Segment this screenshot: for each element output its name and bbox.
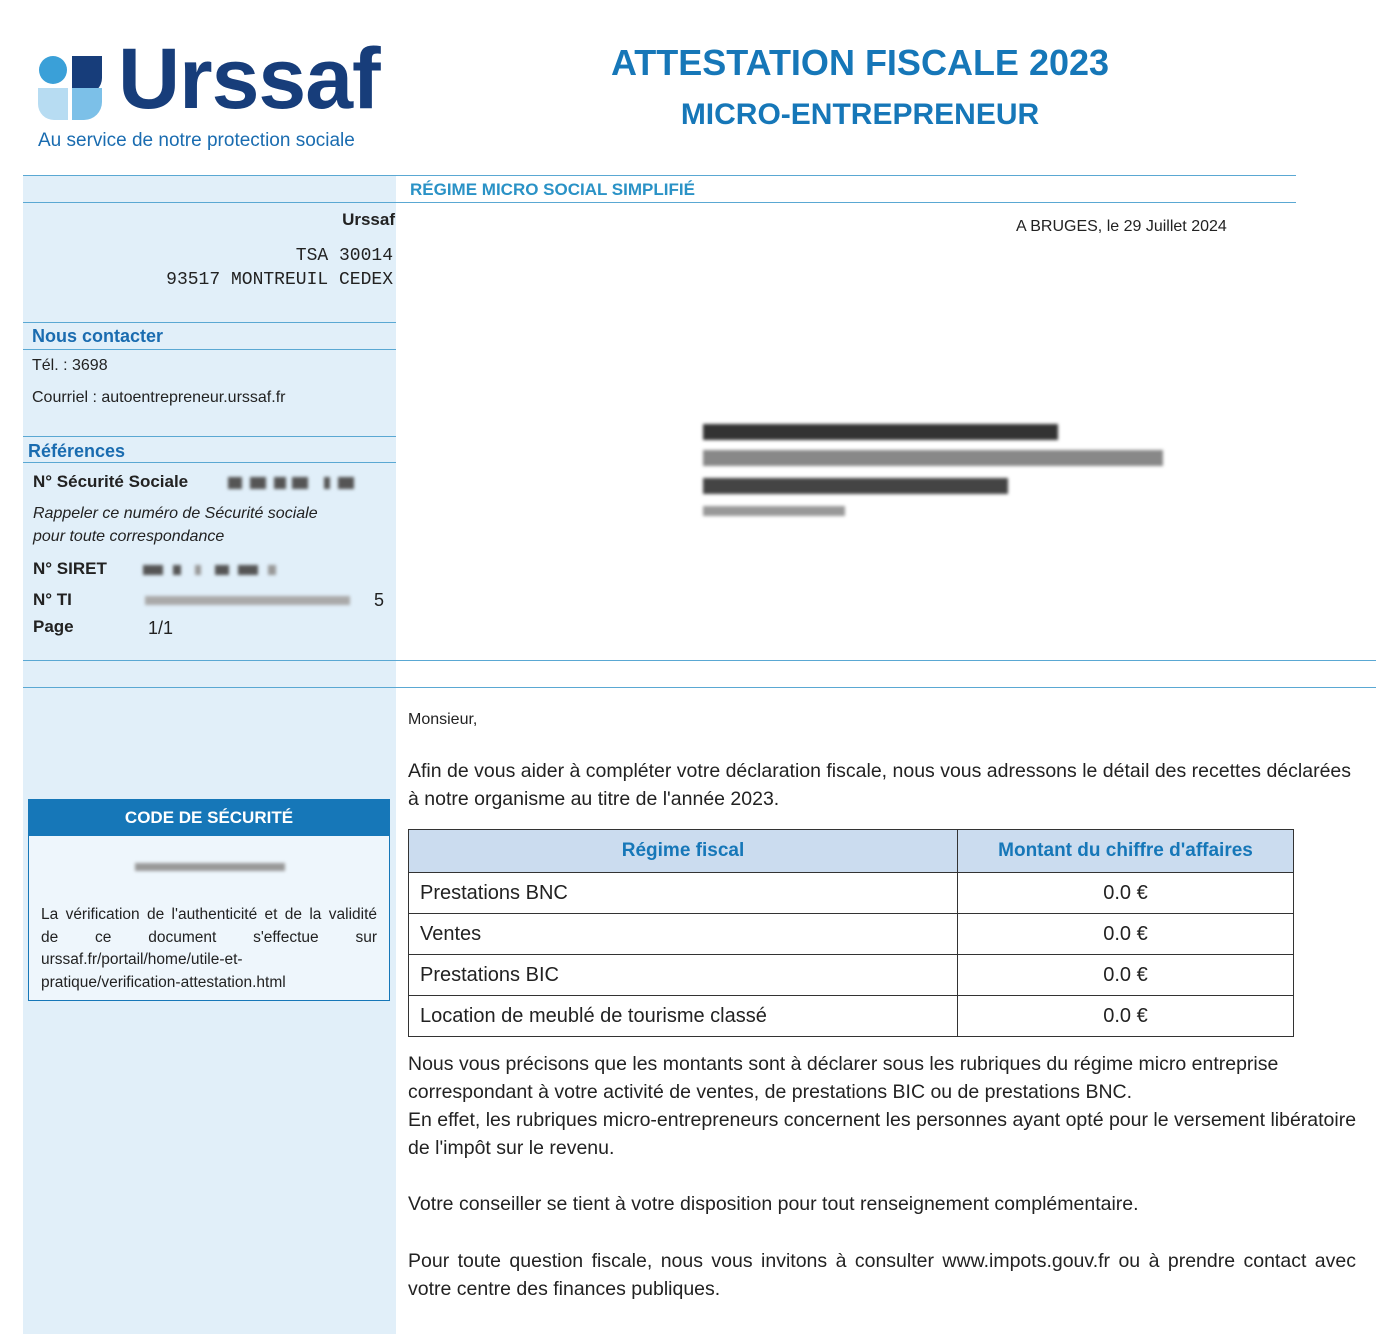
siret-label: N° SIRET bbox=[33, 559, 107, 578]
contact-email: Courriel : autoentrepreneur.urssaf.fr bbox=[32, 389, 286, 406]
divider bbox=[23, 175, 1296, 176]
row-label: Prestations BNC bbox=[409, 873, 958, 914]
table-row bbox=[409, 955, 1294, 996]
page-value: 1/1 bbox=[148, 618, 174, 638]
page-label: Page bbox=[33, 617, 74, 636]
paragraph-rubriques: En effet, les rubriques micro-entrepreneurs concernent les personnes ayant opté pour le versement libératoire de l'impôt sur le revenu. bbox=[408, 1109, 1357, 1159]
divider bbox=[23, 436, 396, 437]
divider bbox=[23, 660, 1376, 661]
intro-paragraph: Afin de vous aider à compléter votre déclaration fiscale, nous vous adressons le détail des recettes déclarées à notre organisme au titre de l'année 2023. bbox=[408, 760, 1352, 810]
table-header-amount: Montant du chiffre d'affaires bbox=[958, 830, 1294, 873]
redacted-security-code bbox=[135, 860, 285, 874]
row-value: 0.0 € bbox=[958, 873, 1294, 914]
urssaf-logo-word: Urssaf bbox=[118, 31, 380, 127]
security-verification-text: La vérification de l'authenticité et de la validité de ce document s'effectue sur urssaf.fr/portail/home/utile-et-pratique/verification-attestation.html bbox=[41, 906, 377, 991]
sender-address-line1: TSA 30014 bbox=[295, 246, 393, 266]
table-row bbox=[409, 914, 1294, 955]
redacted-siret bbox=[143, 562, 278, 578]
document-subtitle: MICRO-ENTREPRENEUR bbox=[680, 98, 1040, 131]
security-code-box bbox=[28, 799, 390, 1001]
row-value: 0.0 € bbox=[958, 996, 1294, 1037]
contact-heading: Nous contacter bbox=[32, 326, 164, 346]
table-header-regime: Régime fiscal bbox=[409, 830, 958, 873]
references-heading: Références bbox=[28, 441, 126, 461]
secu-note-line2: pour toute correspondance bbox=[33, 528, 225, 545]
secu-label: N° Sécurité Sociale bbox=[33, 472, 189, 491]
regime-label: RÉGIME MICRO SOCIAL SIMPLIFIÉ bbox=[410, 180, 695, 199]
sender-address-line2: 93517 MONTREUIL CEDEX bbox=[166, 270, 393, 290]
divider bbox=[23, 202, 1296, 203]
secu-note-line1: Rappeler ce numéro de Sécurité sociale bbox=[33, 505, 318, 522]
row-label: Prestations BIC bbox=[409, 955, 958, 996]
divider bbox=[23, 349, 396, 350]
paragraph-montants: Nous vous précisons que les montants sont à déclarer sous les rubriques du régime micro entreprise correspondant à votre activité de ventes, de prestations BIC ou de prestations BNC. bbox=[408, 1053, 1279, 1103]
contact-phone: Tél. : 3698 bbox=[32, 357, 108, 374]
divider bbox=[23, 462, 396, 463]
row-label: Ventes bbox=[409, 914, 958, 955]
paragraph-conseiller: Votre conseiller se tient à votre disposition pour tout renseignement complémentaire. bbox=[408, 1193, 1139, 1215]
divider bbox=[23, 322, 396, 323]
divider bbox=[23, 687, 1376, 688]
letter-date: A BRUGES, le 29 Juillet 2024 bbox=[1016, 218, 1227, 235]
ti-suffix: 5 bbox=[374, 590, 385, 610]
row-value: 0.0 € bbox=[958, 955, 1294, 996]
urssaf-logo-mark bbox=[36, 54, 104, 122]
revenue-table bbox=[408, 829, 1294, 1037]
redacted-recipient-address bbox=[703, 420, 1173, 525]
table-row bbox=[409, 996, 1294, 1037]
sender-name: Urssaf bbox=[342, 210, 395, 229]
document-title: ATTESTATION FISCALE 2023 bbox=[610, 42, 1110, 83]
ti-label: N° TI bbox=[33, 590, 72, 609]
salutation: Monsieur, bbox=[408, 711, 478, 728]
paragraph-impots: Pour toute question fiscale, nous vous invitons à consulter www.impots.gouv.fr ou à prendre contact avec votre centre des finances publiques. bbox=[408, 1250, 1356, 1300]
security-code-heading: CODE DE SÉCURITÉ bbox=[29, 800, 389, 836]
urssaf-tagline: Au service de notre protection sociale bbox=[38, 130, 355, 151]
table-row bbox=[409, 873, 1294, 914]
row-label: Location de meublé de tourisme classé bbox=[409, 996, 958, 1037]
row-value: 0.0 € bbox=[958, 914, 1294, 955]
redacted-ti-number bbox=[145, 592, 350, 608]
redacted-secu-number bbox=[228, 474, 358, 492]
